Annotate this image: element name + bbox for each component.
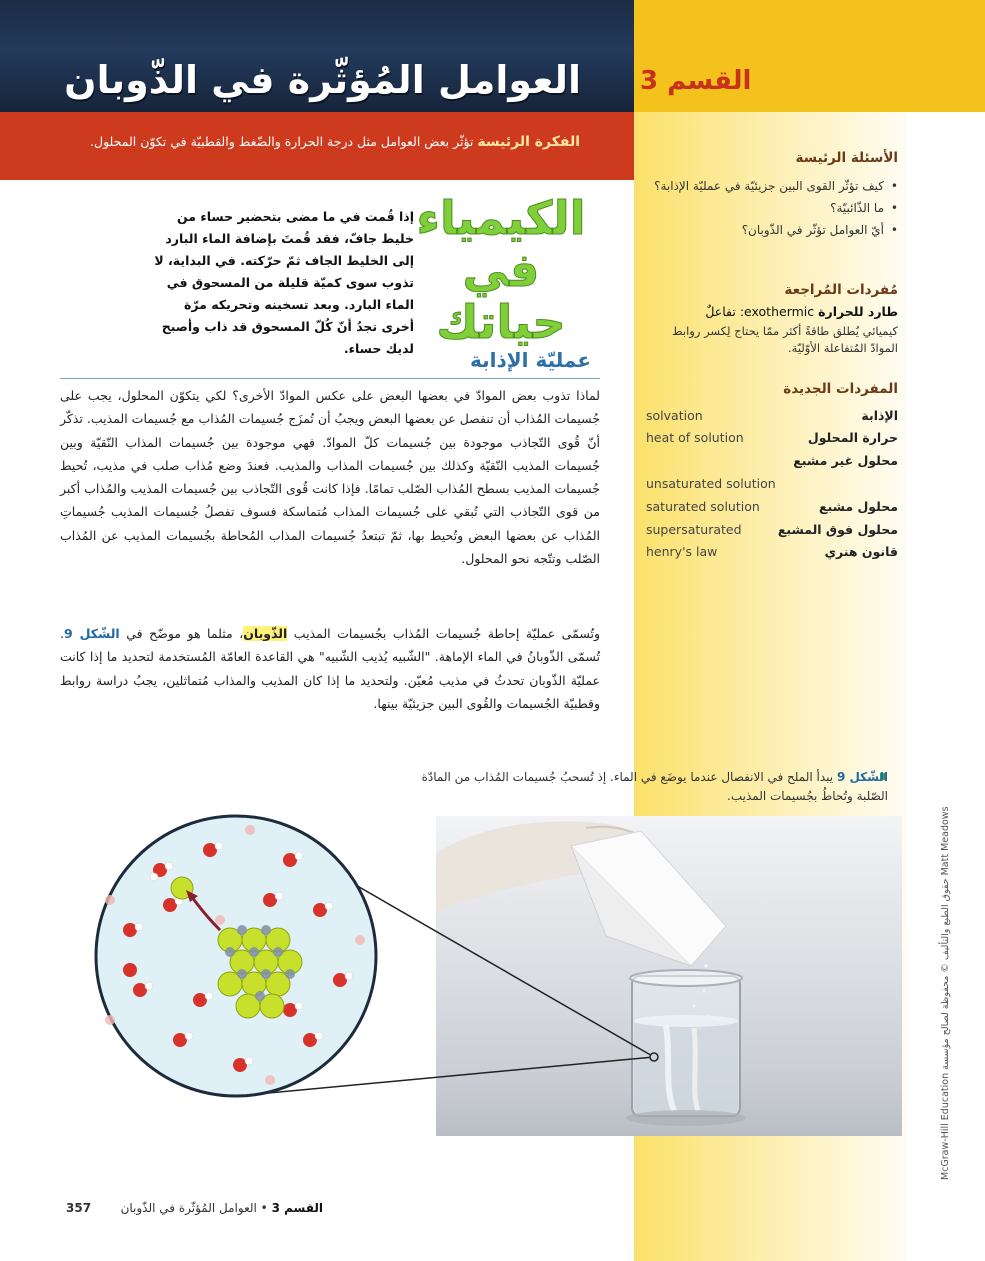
vocab-en: unsaturated solution — [646, 476, 776, 491]
footer-title: العوامل المُؤثّرة في الذّوبان — [120, 1201, 257, 1215]
main-idea-text: تؤثّر بعض العوامل مثل درجة الحرارة والضّغط والقطبيّة في تكوّن المحلول. — [90, 134, 474, 149]
heading-divider — [60, 378, 600, 379]
question-item: • كيف تؤثّر القوى البين جزيئيّة في عمليّة الإذابة؟ — [652, 176, 898, 196]
vocab-row — [646, 499, 898, 521]
footer-section: القسم 3 — [271, 1201, 323, 1215]
figure-caption-text: يبدأ الملح في الانفصال عندما يوضَع في الماء. إذ تُسحبُ جُسيمات المُذاب من المادّة الصّلبة وتُحاطُ بجُسيمات المذيب. — [421, 770, 888, 803]
review-term-en: exothermic — [744, 304, 815, 319]
vocab-ar: محلول فوق المشبع — [777, 522, 898, 537]
essential-questions-list — [652, 176, 898, 242]
p2-part-c: . تُسمّى الذّوبانُ في الماء الإماهة. "الشّبيه يُذيب الشّبيه" هي القاعدة العامّة المُستخدمة لتحديد ما إذا كانت عمليّة الذّوبان تحدثُ في مذيب مُعيّن. ولتحديد ما إذا كان المذيب والمذاب مُتماثلين، يجبُ دراسة روابط وقطبيّة الجُسيمات والقُوى البين جزيئيّة بينها. — [60, 626, 600, 711]
vocab-ar: محلول مشبع — [819, 499, 898, 514]
vocab-en: saturated solution — [646, 499, 760, 514]
chemistry-in-life-title — [406, 192, 596, 348]
vocab-row — [646, 544, 898, 566]
vocab-row — [646, 522, 898, 544]
cil-title-line1: الكيمياء — [416, 191, 586, 245]
vocab-row — [646, 453, 898, 475]
vocab-ar: محلول غير مشبع — [793, 453, 898, 468]
chemistry-in-life-text: إذا قُمت في ما مضى بتحضير حساء من خليط جافّ، فقد قُمتَ بإضافة الماء البارد إلى الخليط الجاف ثمّ حرّكته. في البداية، لا تذوب سوى كميّة قليلة من المسحوق في الماء البارد. وبعد تسخينه وتحريكه مرّة أخرى تجدُ أنّ كُلّ المسحوق قد ذاب وأصبح لديك حساء. — [154, 209, 414, 356]
review-definition: كيميائي يُطلق طاقةً أكثر ممّا يحتاج لِكسر روابط الموادّ المُتفاعلة الأوّليّة. — [672, 324, 898, 355]
section-number: القسم 3 — [640, 66, 752, 96]
review-term — [652, 304, 898, 319]
vocab-ar: حرارة المحلول — [807, 430, 898, 445]
page-number: 357 — [66, 1201, 92, 1215]
vocab-ar: الإذابة — [861, 408, 898, 423]
main-idea — [60, 133, 580, 151]
section-heading: عمليّة الإذابة — [470, 348, 591, 372]
p2-part-a: وتُسمّى عمليّة إحاطة جُسيمات المُذاب بجُسيمات المذيب — [287, 626, 600, 641]
figure-label: الشّكل 9 — [836, 770, 888, 784]
new-vocabulary-title: المفردات الجديدة — [783, 381, 898, 397]
vocab-en: heat of solution — [646, 430, 744, 445]
vocab-row — [646, 476, 898, 498]
vocab-en: solvation — [646, 408, 703, 423]
figure-reference: الشّكل 9 — [63, 626, 120, 641]
vocab-row — [646, 408, 898, 430]
cil-title-line3: حياتك — [436, 295, 566, 349]
vocab-row — [646, 430, 898, 452]
vocab-en: supersaturated — [646, 522, 742, 537]
term-solvation: الذّوبان — [243, 626, 288, 641]
cil-title-line2: في — [462, 243, 540, 297]
question-item: • أيّ العوامل تؤثّر في الذّوبان؟ — [652, 220, 898, 240]
vocab-ar: قانون هنري — [824, 544, 898, 559]
essential-questions-title: الأسئلة الرئيسة — [795, 150, 898, 166]
body-paragraph-2 — [60, 622, 600, 715]
page-title: العوامل المُؤثّرة في الذّوبان — [64, 58, 581, 102]
vocab-en: henry's law — [646, 544, 718, 559]
review-vocabulary-title: مُفردات المُراجعة — [784, 282, 898, 298]
review-def-lead: : تفاعلٌ — [705, 304, 745, 319]
molecular-view — [70, 800, 650, 1160]
review-term-ar: طارد للحرارة — [818, 304, 898, 319]
question-item: • ما الذّائبيّة؟ — [652, 198, 898, 218]
photo-credit: McGraw-Hill Education حقوق الطبع والتأليف © محفوظة لصالح مؤسسة Matt Meadows — [940, 806, 951, 1180]
body-paragraph-1: لماذا تذوب بعض الموادّ في بعضها البعض على عكس الموادّ الأخرى؟ لكي يتكوّن المحلول، يجب على جُسيمات المُذاب أن تنفصل عن بعضها البعض ويجبُ أن تُمزَج جُسيمات المُذاب مع جُسيمات المذيب. تذكّر أنّ قُوى التّجاذب موجودة بين جُسيمات كلّ الموادّ. فهي موجودة بين جُسيمات المذاب النّقيّة وبين جُسيمات المذيب النّقيّة وكذلك بين جُسيمات المذاب والمذيب. فعندَ وضع مُذاب صلب في مذيب، تُحيط جُسيمات المذيب بسطح المُذاب الصّلب تمامًا. فإذا كانت قُوى التّجاذب بين جُسيمات المذيب والمُذاب أكبر من قوى التّجاذب التي تُبقي على جُسيمات المذاب مُتماسكة فسوف تفصلُ جُسيمات المذيب جُسيماتِ المُذاب عن بعضها البعض وتُحيط بها، ثمّ تبتعدُ جُسيمات المذاب المُحاطة بجُسيمات المذيب عن المُذاب الصّلب وتتّجه نحو المحلول. — [60, 388, 600, 567]
main-idea-label: الفكرة الرئيسة — [477, 134, 580, 150]
p2-part-b: ، مثلما هو موضّح في — [119, 626, 244, 641]
footer-running-head: القسم 3 • العوامل المُؤثّرة في الذّوبان — [120, 1201, 323, 1215]
